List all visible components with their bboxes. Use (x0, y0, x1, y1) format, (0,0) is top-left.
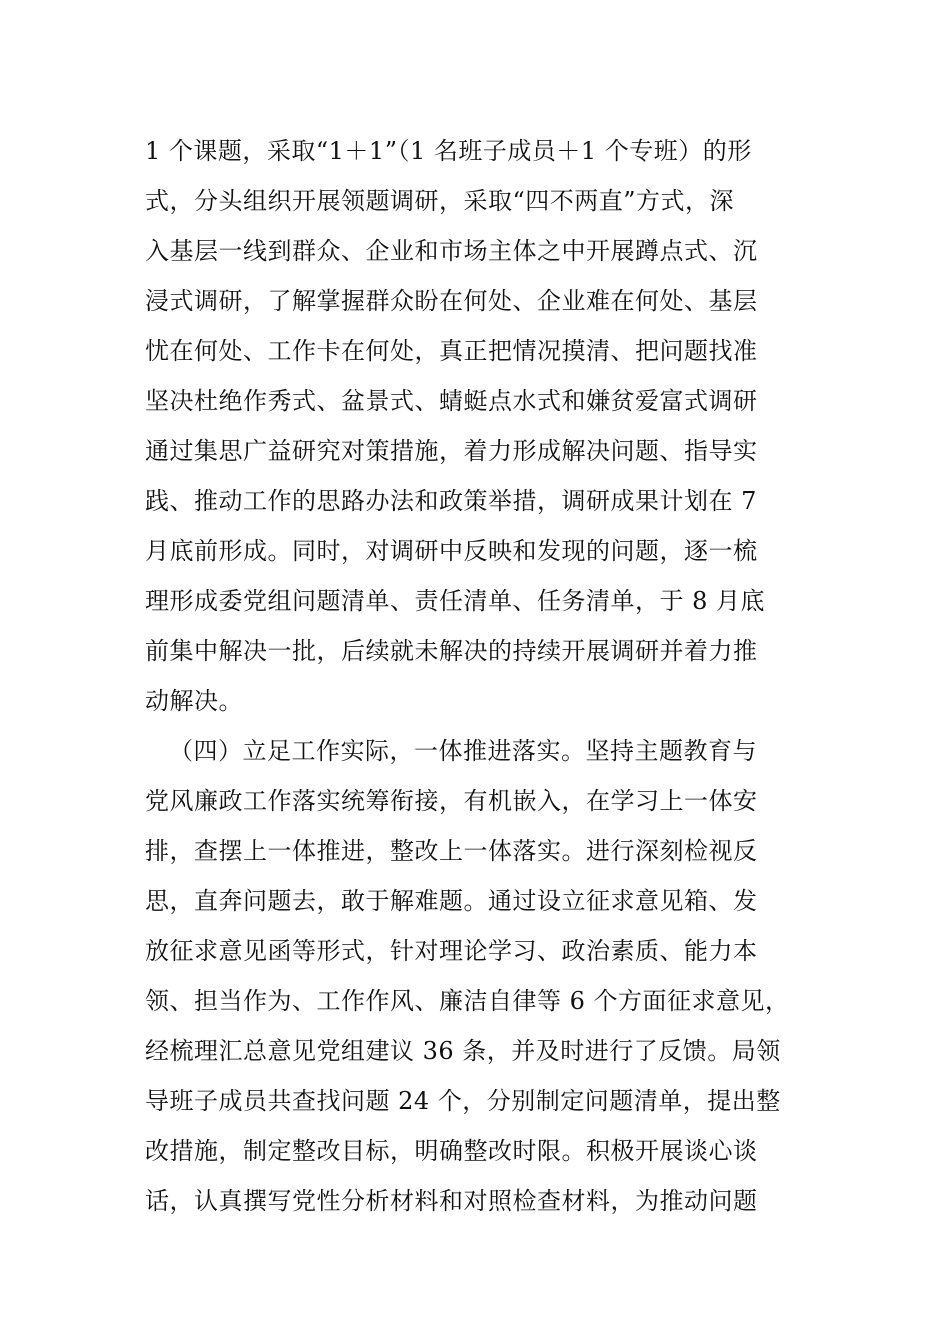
text-line: 思，直奔问题去，敢于解难题。通过设立征求意见箱、发 (145, 887, 758, 915)
section-heading-line: （四）立足工作实际，一体推进落实。坚持主题教育与 (169, 737, 757, 765)
text-line: 排，查摆上一体推进，整改上一体落实。进行深刻检视反 (145, 837, 758, 865)
text-line: 理形成委党组问题清单、责任清单、任务清单，于 8 月底 (145, 587, 766, 615)
text-line: 经梳理汇总意见党组建议 36 条，并及时进行了反馈。局领 (145, 1037, 781, 1065)
text-line: 改措施，制定整改目标，明确整改时限。积极开展谈心谈 (145, 1137, 758, 1165)
text-line: 浸式调研，了解掌握群众盼在何处、企业难在何处、基层 (145, 287, 758, 315)
text-line: 领、担当作为、工作作风、廉洁自律等 6 个方面征求意见， (145, 987, 790, 1015)
text-line: 前集中解决一批，后续就未解决的持续开展调研并着力推 (145, 637, 758, 665)
text-line: 话，认真撰写党性分析材料和对照检查材料，为推动问题 (145, 1187, 758, 1215)
text-line: 党风廉政工作落实统筹衔接，有机嵌入，在学习上一体安 (145, 787, 758, 815)
text-line: 式，分头组织开展领题调研，采取“四不两直”方式，深 (145, 187, 735, 215)
text-line: 动解决。 (145, 687, 243, 715)
text-line: 践、推动工作的思路办法和政策举措，调研成果计划在 7 (145, 487, 757, 515)
text-line: 导班子成员共查找问题 24 个，分别制定问题清单，提出整 (145, 1087, 781, 1115)
text-line: 1 个课题，采取“1＋1”（1 名班子成员＋1 个专班）的形 (145, 137, 752, 165)
text-line: 通过集思广益研究对策措施，着力形成解决问题、指导实 (145, 437, 758, 465)
text-line: 月底前形成。同时，对调研中反映和发现的问题，逐一梳 (145, 537, 758, 565)
text-line: 放征求意见函等形式，针对理论学习、政治素质、能力本 (145, 937, 758, 965)
text-line: 坚决杜绝作秀式、盆景式、蜻蜓点水式和嫌贫爱富式调研 (145, 387, 758, 415)
text-line: 忧在何处、工作卡在何处，真正把情况摸清、把问题找准 (145, 337, 758, 365)
text-line: 入基层一线到群众、企业和市场主体之中开展蹲点式、沉 (145, 237, 758, 265)
